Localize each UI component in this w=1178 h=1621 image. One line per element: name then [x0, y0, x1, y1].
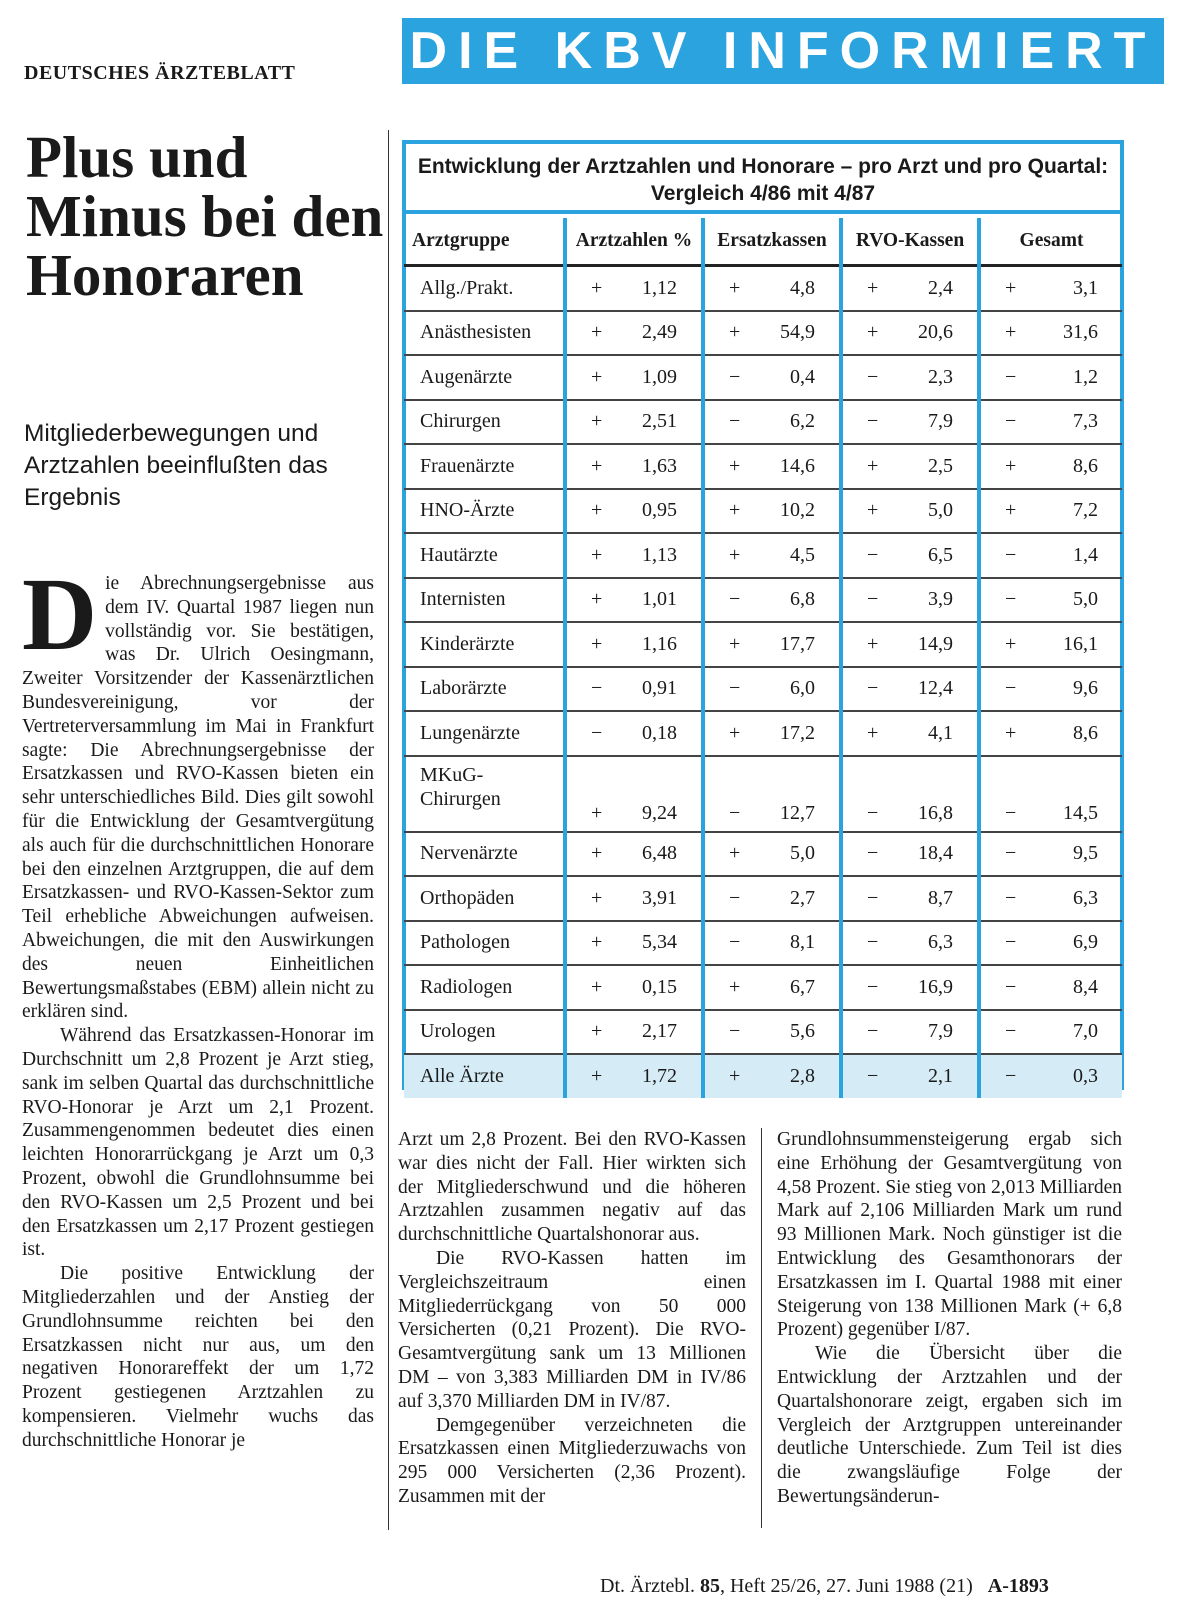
text-column-2: [398, 1128, 746, 1509]
table-row: [404, 756, 1122, 832]
cell-number: 5,0: [1073, 588, 1098, 611]
cell-number: 8,6: [1073, 721, 1098, 744]
cell-sign: −: [867, 588, 879, 611]
table-row: [404, 400, 1122, 445]
cell-sign: −: [1005, 365, 1017, 388]
article-subhead: Mitgliederbewegungen und Arztzahlen beeinflußten das Ergebnis: [24, 420, 328, 511]
cell-sign: −: [867, 677, 879, 700]
cell-value: [979, 444, 1122, 489]
cell-sign: −: [867, 842, 879, 865]
cell-number: 6,2: [790, 410, 815, 433]
cell-sign: +: [1005, 321, 1017, 344]
paragraph: Grundlohnsummensteigerung ergab sich eine Erhöhung der Gesamtvergütung von 4,58 Prozent. Sie stieg von 2,013 Milliarden Mark auf 2,106 Milliarden Mark um rund 93 Millionen Mark. Noch günstiger ist die Entwicklung des Gesamthonorars der Ersatzkassen im I. Quartal 1988 mit einer Steigerung von 138 Millionen Mark (+ 6,8 Prozent) gegenüber I/87.: [777, 1129, 1123, 1341]
table-row: [404, 921, 1122, 966]
table-row: [404, 311, 1122, 356]
cell-sign: −: [1005, 677, 1017, 700]
cell-number: 1,01: [642, 588, 677, 611]
table-total-row: [404, 1054, 1122, 1098]
cell-number: 8,1: [790, 931, 815, 954]
cell-value: [565, 965, 703, 1010]
page-footer: Dt. Ärztebl. 85, Heft 25/26, 27. Juni 1988 (21) A-1893: [600, 1575, 1049, 1597]
cell-number: 9,6: [1073, 677, 1098, 700]
cell-value: [703, 400, 841, 445]
cell-number: 10,2: [780, 499, 815, 522]
cell-value: [841, 444, 979, 489]
cell-number: 8,6: [1073, 454, 1098, 477]
cell-number: 14,5: [1063, 801, 1098, 824]
cell-sign: +: [591, 801, 603, 824]
cell-value: [979, 921, 1122, 966]
cell-sign: +: [867, 454, 879, 477]
cell-group: HNO-Ärzte: [404, 489, 565, 534]
cell-sign: +: [591, 842, 603, 865]
cell-group: Allg./Prakt.: [404, 266, 565, 311]
cell-value: [979, 355, 1122, 400]
table-title: Entwicklung der Arztzahlen und Honorare – pro Arzt und pro Quartal: Vergleich 4/86 mit 4/87: [406, 144, 1120, 214]
header-total: Gesamt: [979, 218, 1122, 266]
cell-sign: +: [591, 886, 603, 909]
cell-value: [703, 489, 841, 534]
cell-sign: −: [1005, 886, 1017, 909]
cell-value: [565, 355, 703, 400]
cell-group: Radiologen: [404, 965, 565, 1010]
paragraph: Die RVO-Kassen hatten im Vergleichszeitraum einen Mitgliederrückgang von 50 000 Versicherten (0,21 Prozent). Die RVO-Gesamtvergütung sank um 13 Millionen DM – von 3,383 Milliarden DM in IV/86 auf 3,370 Milliarden DM in IV/87.: [398, 1247, 746, 1412]
cell-value: [841, 1010, 979, 1055]
cell-sign: −: [729, 410, 741, 433]
cell-number: 2,3: [928, 365, 953, 388]
cell-sign: +: [591, 410, 603, 433]
cell-number: 12,7: [780, 801, 815, 824]
publication-name: DEUTSCHES ÄRZTEBLATT: [24, 62, 296, 84]
cell-sign: −: [867, 543, 879, 566]
cell-value: [703, 444, 841, 489]
cell-number: 17,7: [780, 632, 815, 655]
cell-sign: +: [1005, 721, 1017, 744]
cell-sign: −: [867, 886, 879, 909]
table-row: [404, 578, 1122, 623]
table-row: [404, 1010, 1122, 1055]
cell-sign: −: [591, 677, 603, 700]
cell-value: [979, 622, 1122, 667]
cell-sign: −: [729, 365, 741, 388]
cell-value: [565, 667, 703, 712]
cell-sign: +: [591, 499, 603, 522]
cell-sign: +: [867, 276, 879, 299]
cell-value: [841, 489, 979, 534]
cell-value: [703, 1010, 841, 1055]
cell-number: 17,2: [780, 721, 815, 744]
cell-sign: +: [729, 1064, 741, 1087]
cell-value: [979, 489, 1122, 534]
cell-value: [841, 711, 979, 756]
cell-number: 3,91: [642, 886, 677, 909]
cell-number: 0,4: [790, 365, 815, 388]
cell-value: [841, 355, 979, 400]
cell-group: Kinderärzte: [404, 622, 565, 667]
cell-value: [703, 578, 841, 623]
cell-group: Chirurgen: [404, 400, 565, 445]
cell-number: 0,91: [642, 677, 677, 700]
cell-value: [565, 533, 703, 578]
cell-value: [979, 832, 1122, 877]
cell-sign: −: [867, 1020, 879, 1043]
cell-value: [703, 832, 841, 877]
table-row: [404, 667, 1122, 712]
cell-sign: −: [867, 1064, 879, 1087]
table-row: [404, 711, 1122, 756]
cell-value: [841, 1054, 979, 1098]
cell-number: 5,0: [790, 842, 815, 865]
cell-value: [703, 756, 841, 832]
cell-number: 31,6: [1063, 321, 1098, 344]
cell-sign: −: [729, 886, 741, 909]
cell-value: [841, 965, 979, 1010]
cell-value: [565, 832, 703, 877]
cell-number: 7,9: [928, 410, 953, 433]
cell-sign: +: [591, 321, 603, 344]
paragraph: Demgegenüber verzeichneten die Ersatzkassen einen Mitgliederzuwachs von 295 000 Versicherten (2,36 Prozent). Zusammen mit der: [398, 1414, 746, 1507]
cell-number: 1,63: [642, 454, 677, 477]
cell-value: [979, 400, 1122, 445]
cell-sign: +: [591, 975, 603, 998]
cell-sign: −: [729, 1020, 741, 1043]
cell-value: [703, 355, 841, 400]
cell-value: [565, 622, 703, 667]
text-column-3: [777, 1128, 1122, 1509]
article-headline: Plus und Minus bei den Honoraren: [26, 124, 384, 308]
cell-number: 7,0: [1073, 1020, 1098, 1043]
cell-sign: +: [1005, 454, 1017, 477]
header-rvo-kassen: RVO-Kassen: [841, 218, 979, 266]
cell-number: 5,0: [928, 499, 953, 522]
table-row: [404, 832, 1122, 877]
table-row: [404, 489, 1122, 534]
cell-number: 6,5: [928, 543, 953, 566]
cell-number: 12,4: [918, 677, 953, 700]
cell-value: [565, 921, 703, 966]
cell-number: 1,09: [642, 365, 677, 388]
table-row: [404, 444, 1122, 489]
cell-sign: −: [1005, 588, 1017, 611]
table-row: [404, 355, 1122, 400]
cell-value: [979, 756, 1122, 832]
cell-group: Anästhesisten: [404, 311, 565, 356]
cell-group: Frauenärzte: [404, 444, 565, 489]
cell-number: 6,8: [790, 588, 815, 611]
cell-group: Alle Ärzte: [404, 1054, 565, 1098]
cell-value: [565, 311, 703, 356]
cell-value: [703, 533, 841, 578]
cell-sign: +: [591, 276, 603, 299]
cell-value: [979, 311, 1122, 356]
cell-sign: +: [591, 931, 603, 954]
cell-number: 1,12: [642, 276, 677, 299]
cell-number: 2,1: [928, 1064, 953, 1087]
cell-number: 2,17: [642, 1020, 677, 1043]
cell-sign: +: [591, 543, 603, 566]
cell-sign: +: [1005, 499, 1017, 522]
cell-sign: −: [867, 975, 879, 998]
cell-sign: +: [1005, 632, 1017, 655]
kbv-banner: DIE KBV INFORMIERT: [402, 18, 1164, 84]
cell-number: 0,18: [642, 721, 677, 744]
cell-number: 9,5: [1073, 842, 1098, 865]
cell-value: [565, 400, 703, 445]
cell-sign: −: [1005, 801, 1017, 824]
cell-sign: −: [591, 721, 603, 744]
cell-number: 7,3: [1073, 410, 1098, 433]
cell-group: Urologen: [404, 1010, 565, 1055]
cell-value: [703, 622, 841, 667]
fee-table: [404, 218, 1122, 1098]
cell-group: Hautärzte: [404, 533, 565, 578]
cell-value: [979, 578, 1122, 623]
cell-number: 20,6: [918, 321, 953, 344]
cell-group: Lungenärzte: [404, 711, 565, 756]
cell-sign: +: [867, 632, 879, 655]
cell-number: 6,0: [790, 677, 815, 700]
cell-sign: +: [591, 588, 603, 611]
cell-group: Augenärzte: [404, 355, 565, 400]
cell-value: [841, 578, 979, 623]
cell-value: [979, 1010, 1122, 1055]
cell-group: Orthopäden: [404, 876, 565, 921]
cell-value: [565, 578, 703, 623]
cell-number: 14,9: [918, 632, 953, 655]
cell-value: [703, 965, 841, 1010]
cell-sign: +: [867, 321, 879, 344]
table-row: [404, 622, 1122, 667]
cell-number: 4,1: [928, 721, 953, 744]
cell-group: MKuG-Chirurgen: [404, 756, 565, 832]
cell-sign: +: [729, 321, 741, 344]
cell-number: 54,9: [780, 321, 815, 344]
cell-sign: +: [591, 632, 603, 655]
header-ersatzkassen: Ersatzkassen: [703, 218, 841, 266]
cell-sign: −: [1005, 842, 1017, 865]
cell-number: 1,13: [642, 543, 677, 566]
table-header-row: [404, 218, 1122, 266]
cell-group: Internisten: [404, 578, 565, 623]
cell-value: [703, 266, 841, 311]
paragraph: Die Abrechnungsergebnisse aus dem IV. Quartal 1987 liegen nun vollständig vor. Sie bestätigen, was Dr. Ulrich Oesingmann, Zweiter Vorsitzender der Kassenärztlichen Bundesvereinigung, vor der Vertreterversammlung im Mai in Frankfurt sagte: Die Abrechnungsergebnisse der Ersatzkassen und RVO-Kassen bieten ein sehr unterschiedliches Bild. Dies gilt sowohl für die Entwicklung der Gesamtvergütung als auch für die durchschnittlichen Honorare bei den einzelnen Arztgruppen, die auf dem Ersatzkassen- und RVO-Kassen-Sektor zum Teil erhebliche Abweichungen aufweisen. Abweichungen, die mit den Auswirkungen des neuen Einheitlichen Bewertungsmaßstabes (EBM) allein nicht zu erklären sind.: [22, 557, 374, 1023]
cell-sign: −: [1005, 1064, 1017, 1087]
cell-number: 6,3: [1073, 886, 1098, 909]
cell-sign: −: [729, 677, 741, 700]
cell-group: Pathologen: [404, 921, 565, 966]
cell-value: [979, 711, 1122, 756]
table-row: [404, 876, 1122, 921]
cell-number: 3,9: [928, 588, 953, 611]
cell-value: [841, 533, 979, 578]
cell-value: [703, 667, 841, 712]
table-row: [404, 965, 1122, 1010]
cell-sign: +: [1005, 276, 1017, 299]
cell-sign: +: [729, 276, 741, 299]
cell-number: 0,15: [642, 975, 677, 998]
cell-sign: +: [591, 365, 603, 388]
cell-sign: −: [729, 801, 741, 824]
column-divider: [761, 1128, 762, 1528]
cell-sign: −: [867, 365, 879, 388]
cell-number: 0,95: [642, 499, 677, 522]
cell-number: 5,6: [790, 1020, 815, 1043]
cell-sign: −: [1005, 410, 1017, 433]
column-divider: [388, 130, 389, 1530]
cell-value: [565, 711, 703, 756]
cell-number: 8,4: [1073, 975, 1098, 998]
cell-value: [565, 266, 703, 311]
paragraph: Arzt um 2,8 Prozent. Bei den RVO-Kassen war dies nicht der Fall. Hier wirkten sich der Mitgliederschwund und die höheren Arztzahlen zusammen negativ auf das durchschnittliche Quartalshonorar aus.: [398, 1129, 746, 1246]
cell-value: [979, 533, 1122, 578]
paragraph: Die positive Entwicklung der Mitgliederzahlen und der Anstieg der Grundlohnsumme reichten bei den Ersatzkassen nicht nur aus, um den negativen Honorareffekt der um 1,72 Prozent gestiegenen Arztzahlen zu kompensieren. Vielmehr wuchs das durchschnittliche Honorar je: [22, 1263, 374, 1451]
cell-number: 2,7: [790, 886, 815, 909]
cell-value: [841, 832, 979, 877]
cell-value: [841, 266, 979, 311]
cell-sign: −: [729, 588, 741, 611]
cell-value: [565, 489, 703, 534]
cell-number: 6,3: [928, 931, 953, 954]
cell-sign: −: [729, 931, 741, 954]
cell-value: [565, 1054, 703, 1098]
cell-number: 2,51: [642, 410, 677, 433]
cell-sign: +: [729, 721, 741, 744]
cell-number: 7,9: [928, 1020, 953, 1043]
cell-sign: +: [867, 499, 879, 522]
cell-sign: −: [867, 410, 879, 433]
cell-value: [703, 876, 841, 921]
cell-value: [841, 622, 979, 667]
cell-sign: −: [1005, 1020, 1017, 1043]
paragraph: Wie die Übersicht über die Entwicklung der Arztzahlen und der Quartalshonorare zeigt, ergaben sich im Vergleich der Arztgruppen untereinander deutliche Unterschiede. Zum Teil ist dies die zwangsläufige Folge der Bewertungsänderun-: [777, 1343, 1122, 1507]
cell-number: 2,49: [642, 321, 677, 344]
cell-value: [841, 667, 979, 712]
cell-value: [841, 311, 979, 356]
cell-sign: +: [729, 842, 741, 865]
cell-number: 7,2: [1073, 499, 1098, 522]
cell-sign: −: [1005, 975, 1017, 998]
cell-sign: −: [1005, 543, 1017, 566]
cell-value: [565, 756, 703, 832]
cell-number: 6,48: [642, 842, 677, 865]
text-column-1: [22, 557, 374, 1452]
cell-sign: +: [729, 975, 741, 998]
cell-value: [979, 965, 1122, 1010]
cell-sign: +: [867, 721, 879, 744]
drop-cap: D: [22, 557, 98, 672]
cell-value: [565, 444, 703, 489]
cell-sign: −: [867, 801, 879, 824]
table-row: [404, 533, 1122, 578]
cell-value: [703, 921, 841, 966]
cell-sign: +: [591, 1020, 603, 1043]
cell-number: 8,7: [928, 886, 953, 909]
cell-number: 6,7: [790, 975, 815, 998]
cell-sign: +: [729, 632, 741, 655]
cell-number: 1,4: [1073, 543, 1098, 566]
cell-number: 16,8: [918, 801, 953, 824]
cell-sign: +: [729, 499, 741, 522]
cell-value: [565, 876, 703, 921]
cell-number: 14,6: [780, 454, 815, 477]
cell-value: [841, 400, 979, 445]
cell-number: 1,16: [642, 632, 677, 655]
cell-value: [703, 1054, 841, 1098]
cell-value: [979, 266, 1122, 311]
cell-number: 2,8: [790, 1064, 815, 1087]
cell-value: [565, 1010, 703, 1055]
cell-group: Laborärzte: [404, 667, 565, 712]
cell-number: 4,8: [790, 276, 815, 299]
cell-sign: +: [729, 543, 741, 566]
paragraph: Während das Ersatzkassen-Honorar im Durchschnitt um 2,8 Prozent je Arzt stieg, sank im selben Quartal das durchschnittliche RVO-Honorar je Arzt um 2,1 Prozent. Zusammengenommen bedeutet dies einen leichten Honorarrückgang je Arzt um 0,3 Prozent, obwohl die Grundlohnsumme bei den RVO-Kassen um 2,5 Prozent und bei den Ersatzkassen um 2,17 Prozent gestiegen ist.: [22, 1025, 374, 1261]
cell-number: 5,34: [642, 931, 677, 954]
cell-number: 2,4: [928, 276, 953, 299]
table-row: [404, 266, 1122, 311]
cell-sign: +: [729, 454, 741, 477]
cell-value: [703, 711, 841, 756]
cell-value: [979, 667, 1122, 712]
header-doctor-count: Arztzahlen %: [565, 218, 703, 266]
cell-number: 0,3: [1073, 1064, 1098, 1087]
cell-number: 9,24: [642, 801, 677, 824]
header-group: Arztgruppe: [404, 218, 565, 266]
cell-sign: +: [591, 454, 603, 477]
cell-number: 3,1: [1073, 276, 1098, 299]
cell-sign: +: [591, 1064, 603, 1087]
cell-value: [841, 921, 979, 966]
cell-sign: −: [867, 931, 879, 954]
cell-number: 1,72: [642, 1064, 677, 1087]
cell-number: 1,2: [1073, 365, 1098, 388]
cell-value: [979, 1054, 1122, 1098]
cell-value: [841, 876, 979, 921]
cell-number: 16,9: [918, 975, 953, 998]
cell-number: 16,1: [1063, 632, 1098, 655]
cell-number: 6,9: [1073, 931, 1098, 954]
cell-number: 18,4: [918, 842, 953, 865]
cell-value: [703, 311, 841, 356]
cell-group: Nervenärzte: [404, 832, 565, 877]
cell-number: 2,5: [928, 454, 953, 477]
cell-value: [979, 876, 1122, 921]
cell-sign: −: [1005, 931, 1017, 954]
cell-value: [841, 756, 979, 832]
cell-number: 4,5: [790, 543, 815, 566]
